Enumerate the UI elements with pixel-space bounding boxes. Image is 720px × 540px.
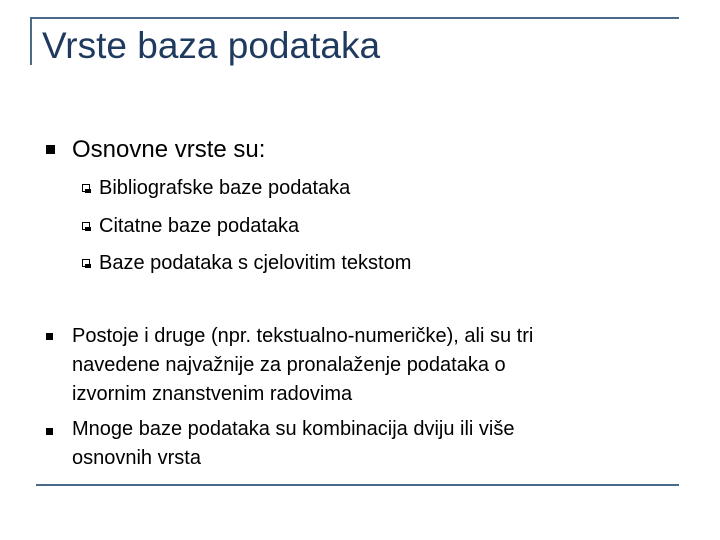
sub-bullet-2: Citatne baze podataka bbox=[99, 215, 300, 237]
bottom-rule bbox=[36, 484, 679, 486]
title-frame-top-rule bbox=[30, 17, 679, 19]
slide-title: Vrste baza podataka bbox=[42, 25, 381, 66]
hollow-square-bullet-icon bbox=[82, 222, 90, 230]
bullet-second bbox=[72, 322, 533, 409]
bullet-second-line-1: Postoje i druge (npr. tekstualno-numeričke), ali su tri bbox=[72, 325, 534, 347]
square-bullet-icon bbox=[46, 428, 53, 435]
bullet-third bbox=[72, 415, 514, 473]
square-bullet-icon bbox=[46, 333, 53, 340]
bullet-third-line-1: Mnoge baze podataka su kombinacija dviju ili više bbox=[72, 418, 515, 440]
bullet-third-line-2: osnovnih vrsta bbox=[72, 447, 201, 469]
bullet-second-line-2: navedene najvažnije za pronalaženje podataka o bbox=[72, 354, 506, 376]
hollow-square-bullet-icon bbox=[82, 184, 90, 192]
square-bullet-icon bbox=[46, 145, 55, 154]
title-frame-left-rule bbox=[30, 17, 32, 65]
bullet-second-line-3: izvornim znanstvenim radovima bbox=[72, 383, 353, 405]
sub-bullet-1: Bibliografske baze podataka bbox=[99, 177, 351, 199]
bullet-main: Osnovne vrste su: bbox=[72, 136, 266, 163]
hollow-square-bullet-icon bbox=[82, 259, 90, 267]
sub-bullet-3: Baze podataka s cjelovitim tekstom bbox=[99, 252, 412, 274]
